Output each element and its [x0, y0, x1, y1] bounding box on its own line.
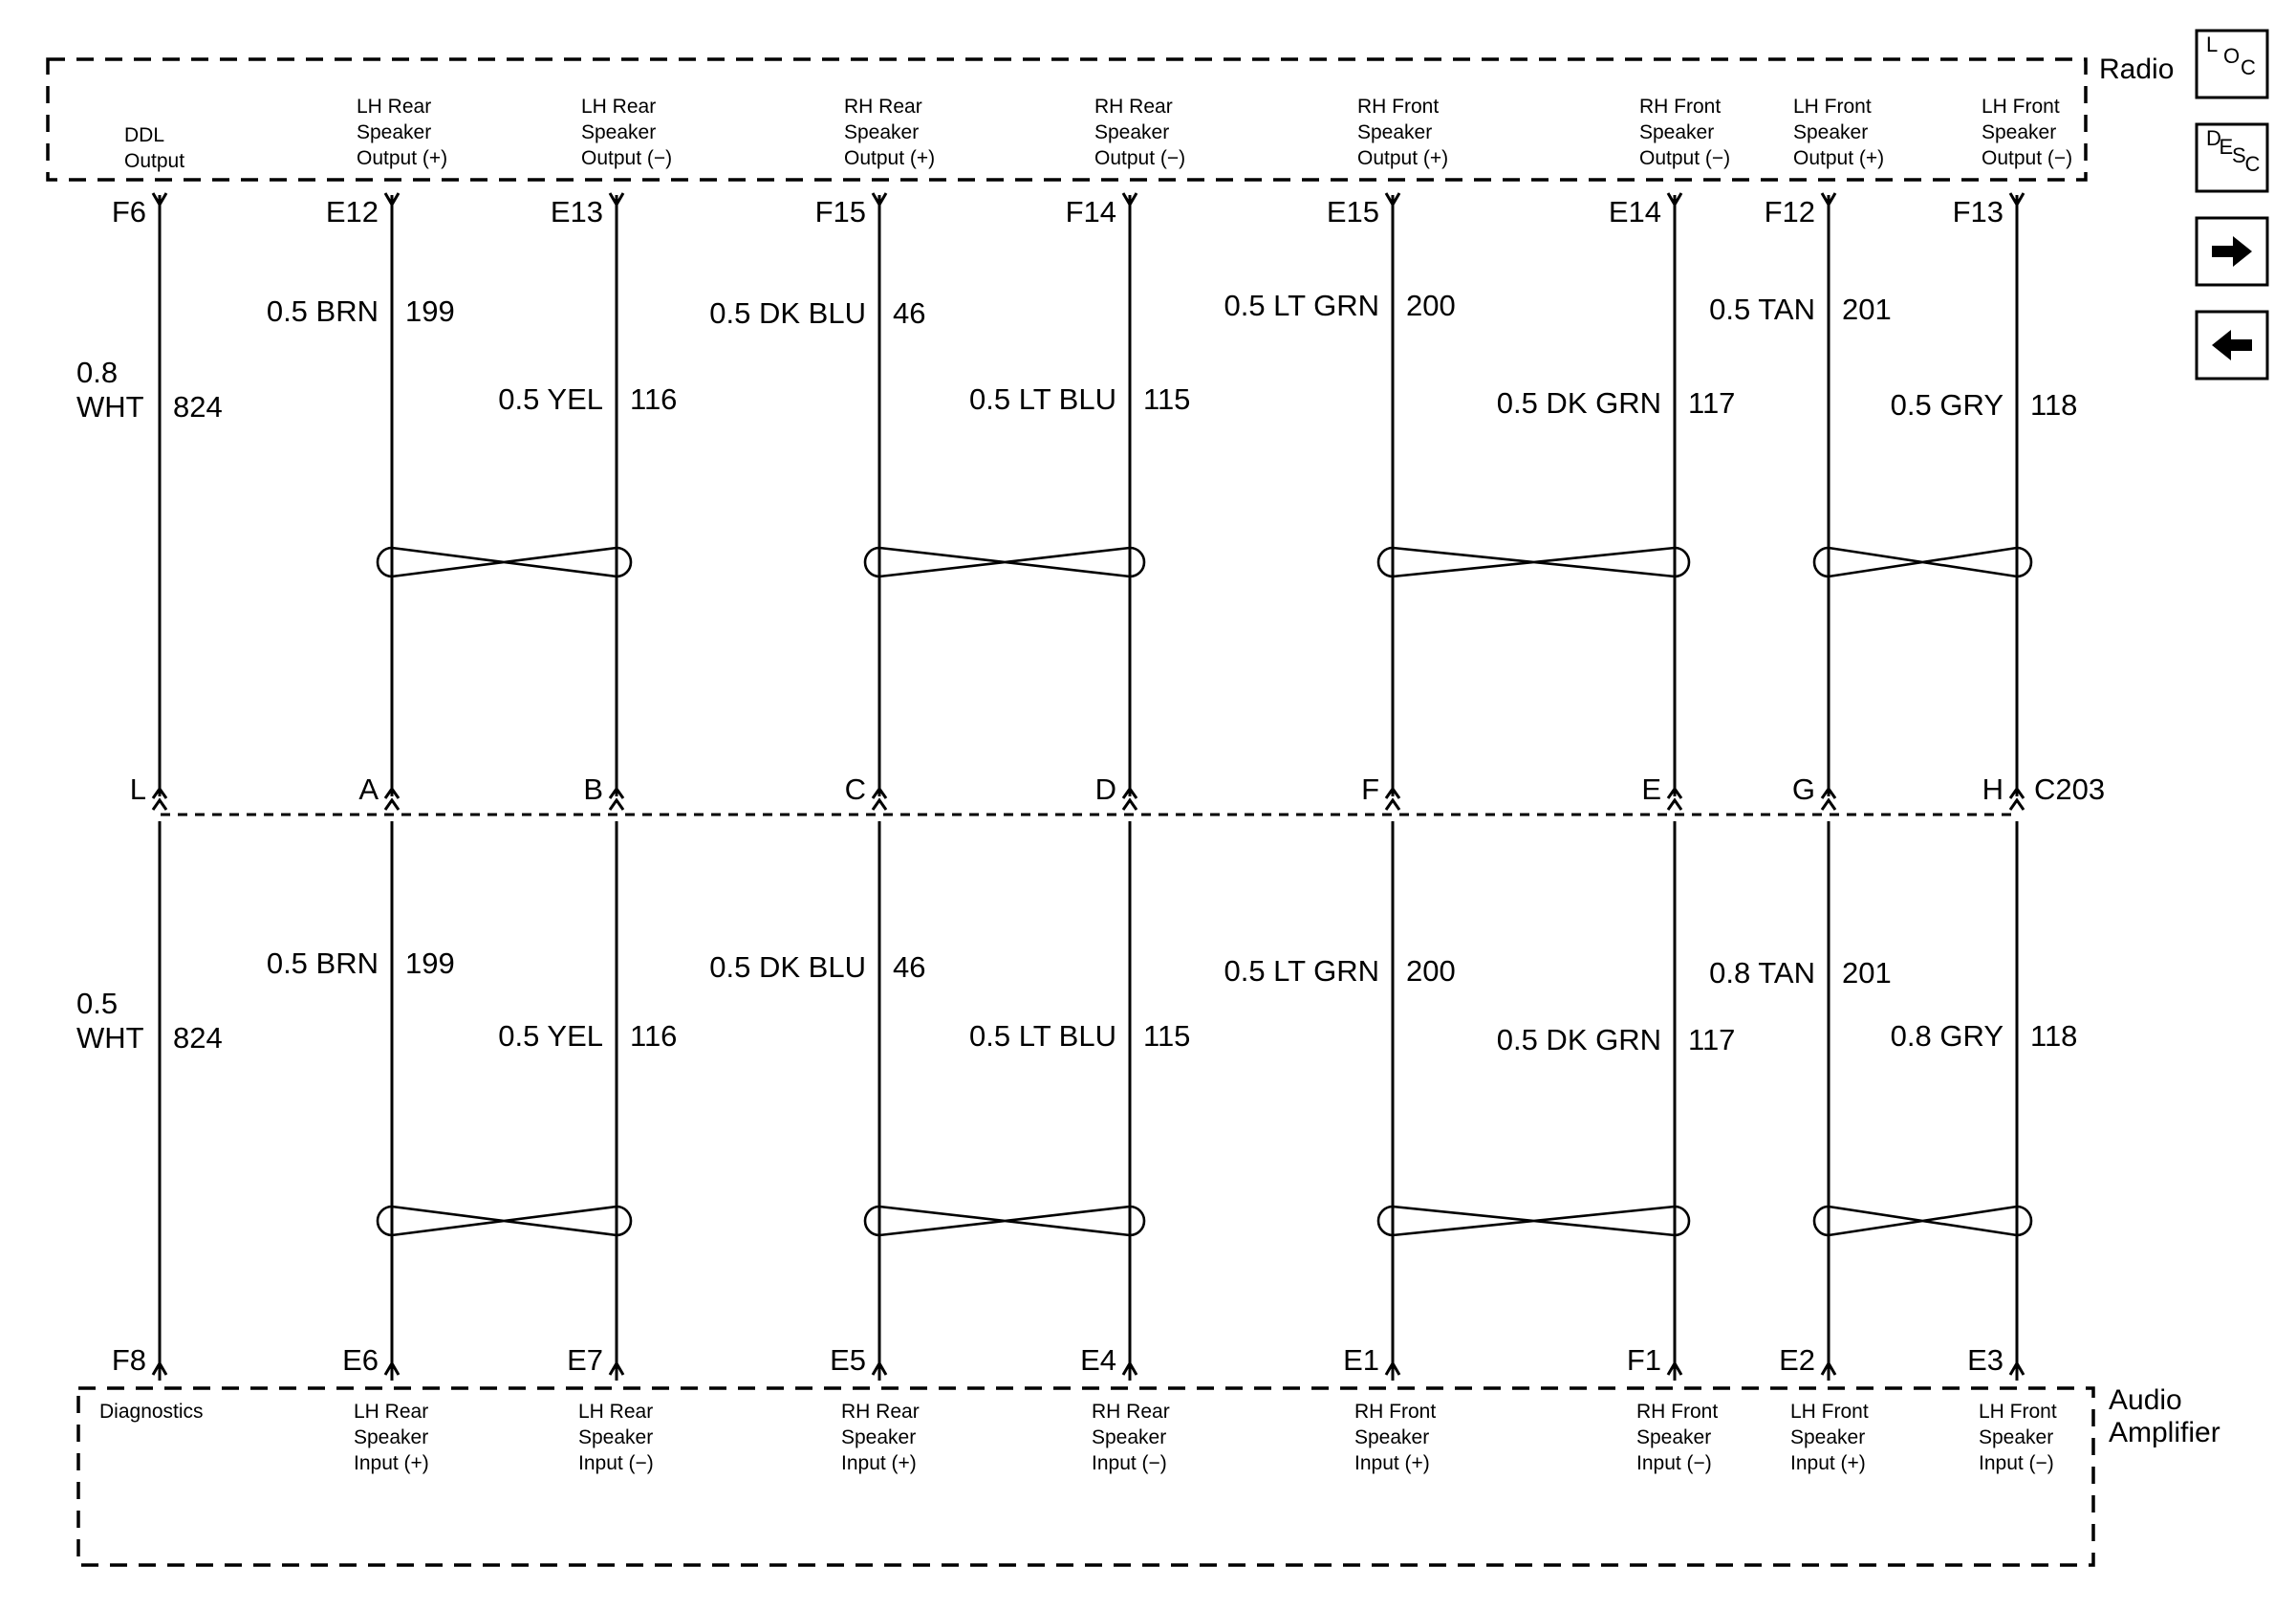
amp-pin-label: E4	[1080, 1343, 1116, 1377]
radio-output-desc: Speaker	[1639, 121, 1715, 143]
wire-circuit-number: 118	[2030, 1019, 2078, 1053]
amplifier-title-line: Amplifier	[2109, 1417, 2220, 1448]
wire-gauge-color: 0.5 LT BLU	[969, 1019, 1116, 1053]
wire-gauge-color: 0.5 GRY	[1890, 388, 2004, 422]
wires	[153, 193, 2024, 1381]
wire-circuit-number: 116	[630, 1019, 678, 1053]
radio-output-desc: Speaker	[1357, 121, 1433, 143]
connector-pin-chevron	[2010, 800, 2024, 810]
radio-output-desc: LH Front	[1982, 96, 2060, 118]
wire-circuit-number: 199	[405, 294, 455, 328]
radio-pin-label: F14	[1065, 195, 1116, 228]
amplifier-title-line: Audio	[2109, 1384, 2182, 1416]
radio-output-desc: Output (−)	[1639, 147, 1731, 169]
wire-gauge-color: 0.5 YEL	[498, 382, 603, 416]
amp-pin-label: E5	[830, 1343, 866, 1377]
radio-output-desc: Output (−)	[1094, 147, 1186, 169]
wire-circuit-number: 200	[1406, 954, 1456, 988]
amp-input-desc: LH Rear	[578, 1401, 654, 1423]
twisted-pairs	[378, 548, 2031, 1235]
radio-output-desc: LH Rear	[357, 96, 432, 118]
radio-title: Radio	[2099, 54, 2175, 85]
connector-pin-label: L	[129, 772, 146, 806]
amp-input-desc: Speaker	[578, 1426, 654, 1448]
amp-input-desc: Speaker	[1092, 1426, 1167, 1448]
radio-output-desc: RH Rear	[1094, 96, 1173, 118]
amp-pin-label: E7	[567, 1343, 603, 1377]
wire-gauge-color: 0.5 BRN	[266, 294, 379, 328]
amp-input-desc: Input (−)	[1092, 1452, 1167, 1474]
wire-gauge-color: 0.8 TAN	[1709, 956, 1815, 990]
wire-gauge-color: 0.5 LT BLU	[969, 382, 1116, 416]
connector-pin-label: H	[1982, 772, 2004, 806]
connector-pin-chevron	[1386, 800, 1399, 810]
amp-input-desc: Input (+)	[841, 1452, 917, 1474]
radio-output-desc: Speaker	[1094, 121, 1170, 143]
radio-pin-label: F6	[111, 195, 146, 228]
radio-output-desc: DDL	[124, 124, 165, 146]
radio-output-desc: RH Front	[1639, 96, 1722, 118]
twisted-pair-symbol	[1814, 548, 2031, 577]
twisted-pair-symbol	[1378, 548, 1689, 577]
loc-button[interactable]	[2197, 31, 2267, 98]
twisted-pair-symbol	[865, 1207, 1144, 1235]
amp-input-desc: Speaker	[1979, 1426, 2054, 1448]
amp-pin-label: F8	[111, 1343, 146, 1377]
amp-input-desc: LH Rear	[354, 1401, 429, 1423]
amp-input-desc: Input (−)	[1979, 1452, 2054, 1474]
wire-color: WHT	[76, 1021, 144, 1055]
wire-gauge-color: 0.5 LT GRN	[1224, 954, 1379, 988]
connector-pin-label: D	[1094, 772, 1116, 806]
icon-letter: D	[2206, 126, 2221, 150]
radio-pin-label: E12	[325, 195, 379, 228]
amp-pin-label: F1	[1626, 1343, 1661, 1377]
radio-output-desc: Speaker	[357, 121, 432, 143]
amp-input-desc: LH Front	[1979, 1401, 2057, 1423]
radio-pin-label: F13	[1952, 195, 2004, 228]
radio-output-desc: Output (+)	[1793, 147, 1885, 169]
connector-pin-chevron	[610, 800, 623, 810]
radio-output-desc: Output (−)	[1982, 147, 2073, 169]
icon-letter: L	[2206, 33, 2219, 56]
wire-gauge-color: 0.5 YEL	[498, 1019, 603, 1053]
wire-gauge-color: 0.5 DK GRN	[1496, 1023, 1661, 1056]
connector-pin-label: C	[844, 772, 866, 806]
connector-pin-chevron	[1668, 800, 1681, 810]
radio-pin-label: E14	[1608, 195, 1661, 228]
wire-gauge-color: 0.5 DK BLU	[709, 950, 866, 984]
amp-pin-label: E3	[1967, 1343, 2004, 1377]
wire-circuit-number: 824	[173, 1021, 223, 1055]
amp-pin-label: E2	[1779, 1343, 1815, 1377]
connector-name: C203	[2034, 772, 2106, 806]
wire-circuit-number: 115	[1143, 1019, 1191, 1053]
radio-output-desc: LH Rear	[581, 96, 657, 118]
connector-pin-chevron	[1822, 800, 1835, 810]
amp-input-desc: RH Front	[1354, 1401, 1437, 1423]
radio-output-desc: Output	[124, 150, 185, 172]
twisted-pair-symbol	[865, 548, 1144, 577]
next-button[interactable]	[2197, 218, 2267, 285]
wire-gauge: 0.5	[76, 987, 119, 1020]
amp-input-desc: Input (+)	[1354, 1452, 1430, 1474]
amp-input-desc: Speaker	[354, 1426, 429, 1448]
connector-pin-chevron	[873, 800, 886, 810]
nav-buttons	[2197, 31, 2267, 379]
connector-pin-label: E	[1641, 772, 1661, 806]
amp-pin-label: E6	[342, 1343, 379, 1377]
amp-input-desc: Speaker	[841, 1426, 917, 1448]
radio-output-desc: Speaker	[1982, 121, 2057, 143]
connector-pin-chevron	[153, 800, 166, 810]
components	[48, 54, 2220, 1565]
amp-input-desc: Input (+)	[354, 1452, 429, 1474]
wire-circuit-number: 201	[1842, 293, 1892, 326]
radio-output-desc: Speaker	[844, 121, 920, 143]
connector-pin-label: A	[358, 772, 379, 806]
wire-circuit-number: 199	[405, 946, 455, 980]
radio-output-desc: Speaker	[1793, 121, 1869, 143]
amplifier-title	[2109, 1384, 2220, 1448]
amp-input-desc: Speaker	[1790, 1426, 1866, 1448]
radio-output-desc: Speaker	[581, 121, 657, 143]
amp-input-desc: RH Rear	[841, 1401, 920, 1423]
twisted-pair-symbol	[378, 1207, 631, 1235]
wire-circuit-number: 117	[1688, 386, 1736, 420]
labels	[76, 96, 2077, 1474]
wire-circuit-number: 116	[630, 382, 678, 416]
wire-gauge-color: 0.5 DK BLU	[709, 296, 866, 330]
wire-circuit-number: 824	[173, 390, 223, 424]
icon-letter: E	[2219, 135, 2234, 159]
wire-circuit-number: 46	[893, 950, 926, 984]
radio-pin-label: E13	[550, 195, 603, 228]
wire-circuit-number: 200	[1406, 289, 1456, 322]
wire-gauge-color: 0.5 BRN	[266, 946, 379, 980]
radio-output-desc: LH Front	[1793, 96, 1872, 118]
connector-pin-chevron	[1123, 800, 1137, 810]
amp-input-desc: RH Front	[1636, 1401, 1719, 1423]
radio-pin-label: E15	[1326, 195, 1379, 228]
icon-letter: C	[2241, 55, 2256, 79]
twisted-pair-symbol	[1814, 1207, 2031, 1235]
radio-output-desc: RH Front	[1357, 96, 1440, 118]
radio-pin-label: F12	[1764, 195, 1815, 228]
amp-input-desc: Input (−)	[578, 1452, 654, 1474]
wire-circuit-number: 46	[893, 296, 926, 330]
wire-circuit-number: 118	[2030, 388, 2078, 422]
connector-pin-label: B	[583, 772, 603, 806]
radio-output-desc: Output (+)	[1357, 147, 1449, 169]
amp-input-desc: Input (−)	[1636, 1452, 1712, 1474]
wire-gauge-color: 0.8 GRY	[1890, 1019, 2004, 1053]
radio-pin-label: F15	[814, 195, 866, 228]
icon-letter: C	[2244, 152, 2261, 176]
wire-circuit-number: 117	[1688, 1023, 1736, 1056]
amp-input-desc: Diagnostics	[99, 1401, 204, 1423]
wire-circuit-number: 115	[1143, 382, 1191, 416]
radio-box	[48, 59, 2086, 180]
amp-input-desc: Speaker	[1354, 1426, 1430, 1448]
wire-gauge: 0.8	[76, 356, 119, 389]
amp-input-desc: RH Rear	[1092, 1401, 1170, 1423]
radio-output-desc: Output (−)	[581, 147, 673, 169]
twisted-pair-symbol	[378, 548, 631, 577]
wire-circuit-number: 201	[1842, 956, 1892, 990]
desc-button[interactable]	[2197, 124, 2267, 191]
amp-input-desc: Speaker	[1636, 1426, 1712, 1448]
wire-color: WHT	[76, 390, 144, 424]
previous-button[interactable]	[2197, 312, 2267, 379]
connector-pin-label: F	[1361, 772, 1379, 806]
wire-gauge-color: 0.5 LT GRN	[1224, 289, 1379, 322]
connector-pin-label: G	[1791, 772, 1815, 806]
wire-gauge-color: 0.5 DK GRN	[1496, 386, 1661, 420]
wire-gauge-color: 0.5 TAN	[1709, 293, 1815, 326]
icon-letter: O	[2223, 44, 2241, 68]
icon-letter: S	[2232, 143, 2246, 167]
amp-pin-label: E1	[1343, 1343, 1379, 1377]
amp-input-desc: LH Front	[1790, 1401, 1869, 1423]
amp-input-desc: Input (+)	[1790, 1452, 1866, 1474]
connector-pin-chevron	[385, 800, 399, 810]
radio-output-desc: RH Rear	[844, 96, 922, 118]
radio-output-desc: Output (+)	[844, 147, 936, 169]
twisted-pair-symbol	[1378, 1207, 1689, 1235]
radio-output-desc: Output (+)	[357, 147, 448, 169]
